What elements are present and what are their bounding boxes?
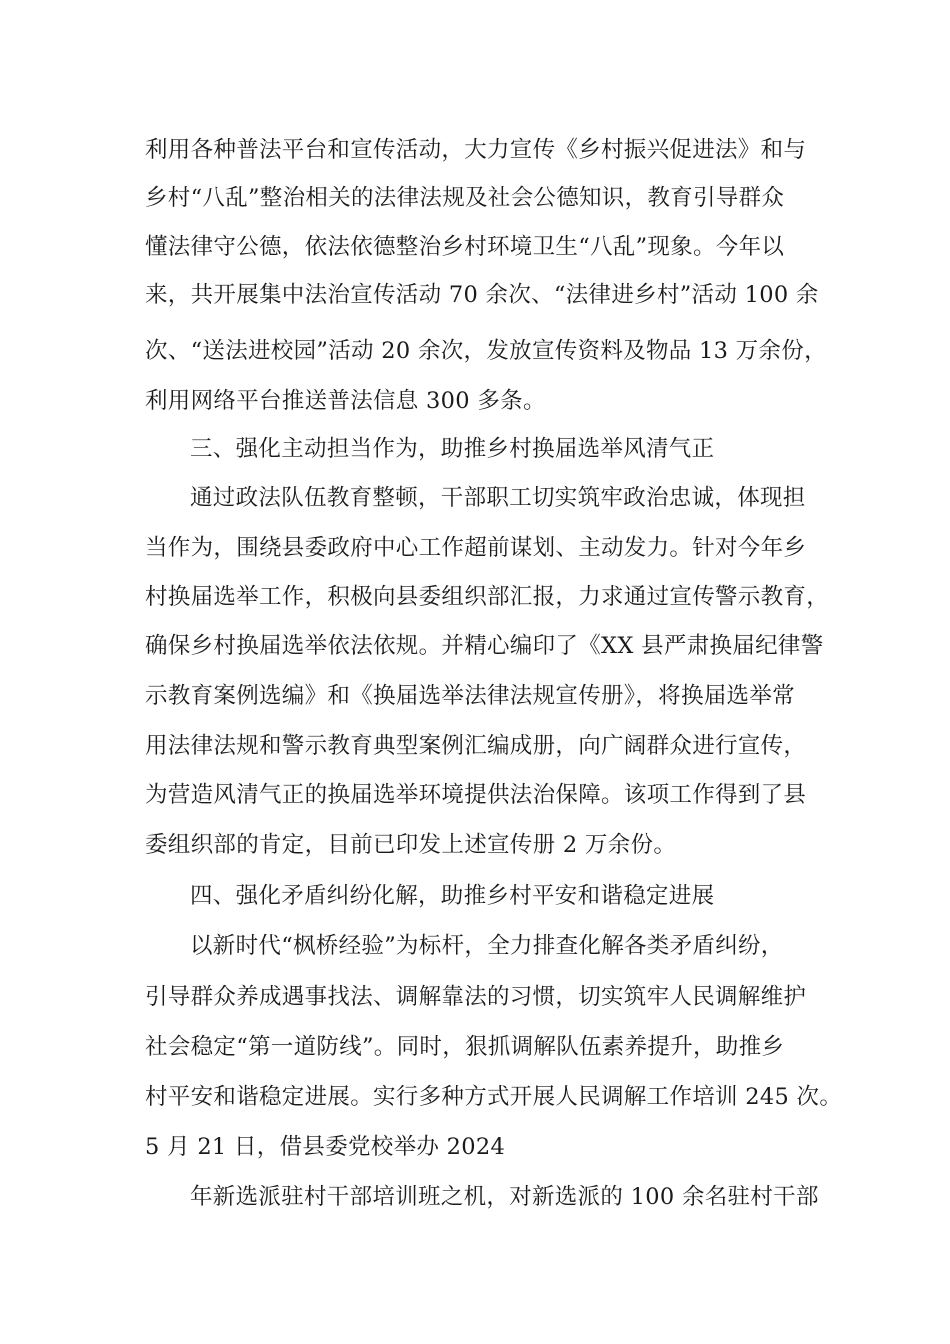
text-line: 当作为，围绕县委政府中心工作超前谋划、主动发力。针对今年乡 [145,535,807,561]
text-line: 通过政法队伍教育整顿，干部职工切实筑牢政治忠诚，体现担 [190,485,806,511]
text-line: 懂法律守公德，依法依德整治乡村环境卫生“八乱”现象。今年以 [145,234,785,260]
text-line: 利用网络平台推送普法信息 300 多条。 [145,388,546,414]
text-line: 5 月 21 日，借县委党校举办 2024 [145,1134,506,1160]
text-line: 利用各种普法平台和宣传活动，大力宣传《乡村振兴促进法》和与 [145,137,807,163]
text-line: 确保乡村换届选举依法依规。并精心编印了《XX 县严肃换届纪律警 [145,633,824,659]
text-line: 次、“送法进校园”活动 20 余次，发放宣传资料及物品 13 万余份， [145,338,827,364]
text-line: 乡村“八乱”整治相关的法律法规及社会公德知识，教育引导群众 [145,185,785,211]
text-line: 村换届选举工作，积极向县委组织部汇报，力求通过宣传警示教育， [145,584,830,610]
text-line: 引导群众养成遇事找法、调解靠法的习惯，切实筑牢人民调解维护 [145,984,807,1010]
text-line: 示教育案例选编》和《换届选举法律法规宣传册》，将换届选举常 [145,683,795,709]
text-line: 来，共开展集中法治宣传活动 70 余次、“法律进乡村”活动 100 余 [145,282,819,308]
text-line: 为营造风清气正的换届选举环境提供法治保障。该项工作得到了县 [145,782,807,808]
text-line: 年新选派驻村干部培训班之机，对新选派的 100 余名驻村干部 [190,1184,819,1210]
text-line: 以新时代“枫桥经验”为标杆，全力排查化解各类矛盾纠纷， [190,933,784,959]
text-line: 委组织部的肯定，目前已印发上述宣传册 2 万余份。 [145,832,677,858]
section-heading-3: 三、强化主动担当作为，助推乡村换届选举风清气正 [190,436,715,462]
text-line: 村平安和谐稳定进展。实行多种方式开展人民调解工作培训 245 次。 [145,1084,843,1110]
text-line: 用法律法规和警示教育典型案例汇编成册，向广阔群众进行宣传， [145,733,807,759]
section-heading-4: 四、强化矛盾纠纷化解，助推乡村平安和谐稳定进展 [190,883,715,909]
text-line: 社会稳定“第一道防线”。同时，狠抓调解队伍素养提升，助推乡 [145,1034,785,1060]
